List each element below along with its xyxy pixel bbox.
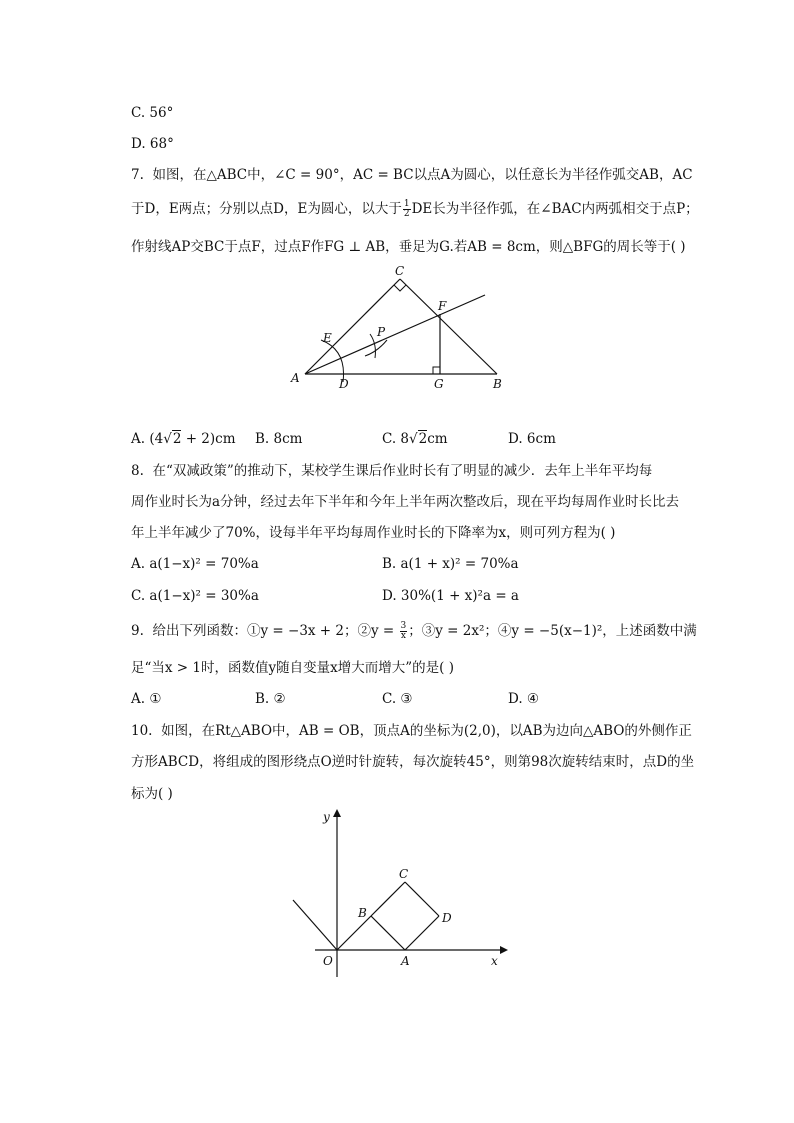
q9-number: 9. [131, 623, 144, 639]
q8-option-a: A. a(1−x)² = 70%a [131, 556, 259, 572]
q7-a-post: + 2)cm [181, 431, 236, 447]
label-E: E [323, 331, 332, 345]
label-x: x [491, 954, 498, 968]
q7-c-post: cm [427, 431, 448, 447]
option-c-prev: C. 56° [131, 105, 174, 121]
q8-text-1: 在“双减政策”的推动下，某校学生课后作业时长有了明显的减少．去年上半年平均每 [152, 463, 653, 479]
q7-text-2a: 于D，E两点；分别以点D，E为圆心，以大于 [131, 201, 402, 217]
q7-line3: 作射线AP交BC于点F，过点F作FG ⊥ AB，垂足为G.若AB = 8cm，则△BFG的周长等于( ) [131, 239, 686, 255]
q7-a-pre: A. (4 [131, 431, 164, 447]
option-d-prev: D. 68° [131, 136, 174, 152]
label-y: y [323, 810, 330, 824]
label-P: P [377, 325, 386, 339]
q7-frac-num: 1 [403, 199, 410, 209]
q7-fraction [403, 200, 411, 219]
q8-line2: 周作业时长为a分钟，经过去年下半年和今年上半年两次整改后，现在平均每周作业时长比去 [131, 494, 680, 510]
label-A10: A [401, 954, 410, 968]
label-G: G [434, 377, 444, 391]
q10-number: 10. [131, 723, 153, 739]
q7-option-c: C. 8√2cm [382, 431, 448, 447]
q9-frac-den: x [400, 631, 406, 641]
q9-line2: 足“当x > 1时，函数值y随自变量x增大而增大”的是( ) [131, 660, 454, 676]
q7-line1 [131, 165, 693, 185]
q7-option-b: B. 8cm [255, 431, 303, 447]
label-A: A [291, 371, 300, 385]
q7-c-rad: 2 [418, 431, 428, 447]
q8-line1 [131, 461, 652, 481]
q8-line3: 年上半年减少了70%，设每半年平均每周作业时长的下降率为x，则可列方程为( ) [131, 525, 616, 541]
q7-c-pre: C. 8 [382, 431, 410, 447]
q8-option-d: D. 30%(1 + x)²a = a [382, 588, 519, 604]
label-F: F [438, 299, 447, 313]
q7-a-rad: 2 [172, 431, 182, 447]
q10-line1 [131, 721, 692, 741]
q9-text-1a: 给出下列函数：①y = −3x + 2；②y = [152, 623, 399, 639]
q9-fraction [400, 622, 408, 641]
q7-option-a: A. (4√2 + 2)cm [131, 431, 236, 447]
q9-frac-num: 3 [400, 621, 407, 631]
label-O: O [323, 954, 333, 968]
q10-text-1: 如图，在Rt△ABO中，AB = OB，顶点A的坐标为(2,0)，以AB为边向△ABO的外侧作正 [161, 723, 692, 739]
q9-option-c: C. ③ [382, 691, 413, 707]
label-C10: C [399, 867, 409, 881]
q9-option-b: B. ② [255, 691, 286, 707]
q10-line2: 方形ABCD，将组成的图形绕点O逆时针旋转，每次旋转45°，则第98次旋转结束时，点D的坐 [131, 754, 695, 770]
q9-option-d: D. ④ [508, 691, 540, 707]
q10-line3: 标为( ) [131, 786, 173, 802]
label-B10: B [358, 906, 367, 920]
q9-line1 [131, 621, 697, 641]
label-C: C [395, 264, 405, 278]
q9-text-1b: ；③y = 2x²；④y = −5(x−1)²，上述函数中满 [408, 623, 697, 639]
q7-frac-den: 2 [403, 209, 410, 219]
q7-text-1: 如图，在△ABC中，∠C = 90°，AC = BC以点A为圆心，以任意长为半径作弧交AB，AC [152, 167, 693, 183]
label-B: B [493, 377, 502, 391]
q7-option-d: D. 6cm [508, 431, 556, 447]
label-D10: D [442, 911, 452, 925]
q7-text-2b: DE长为半径作弧，在∠BAC内两弧相交于点P； [411, 201, 699, 217]
q9-option-a: A. ① [131, 691, 162, 707]
label-D: D [339, 377, 349, 391]
q7-number: 7. [131, 167, 144, 183]
q8-number: 8. [131, 463, 144, 479]
q8-option-b: B. a(1 + x)² = 70%a [382, 556, 519, 572]
q7-line2 [131, 199, 699, 219]
q10-coordinate-figure [285, 805, 510, 985]
q7-triangle-figure [285, 262, 510, 392]
q8-option-c: C. a(1−x)² = 30%a [131, 588, 259, 604]
